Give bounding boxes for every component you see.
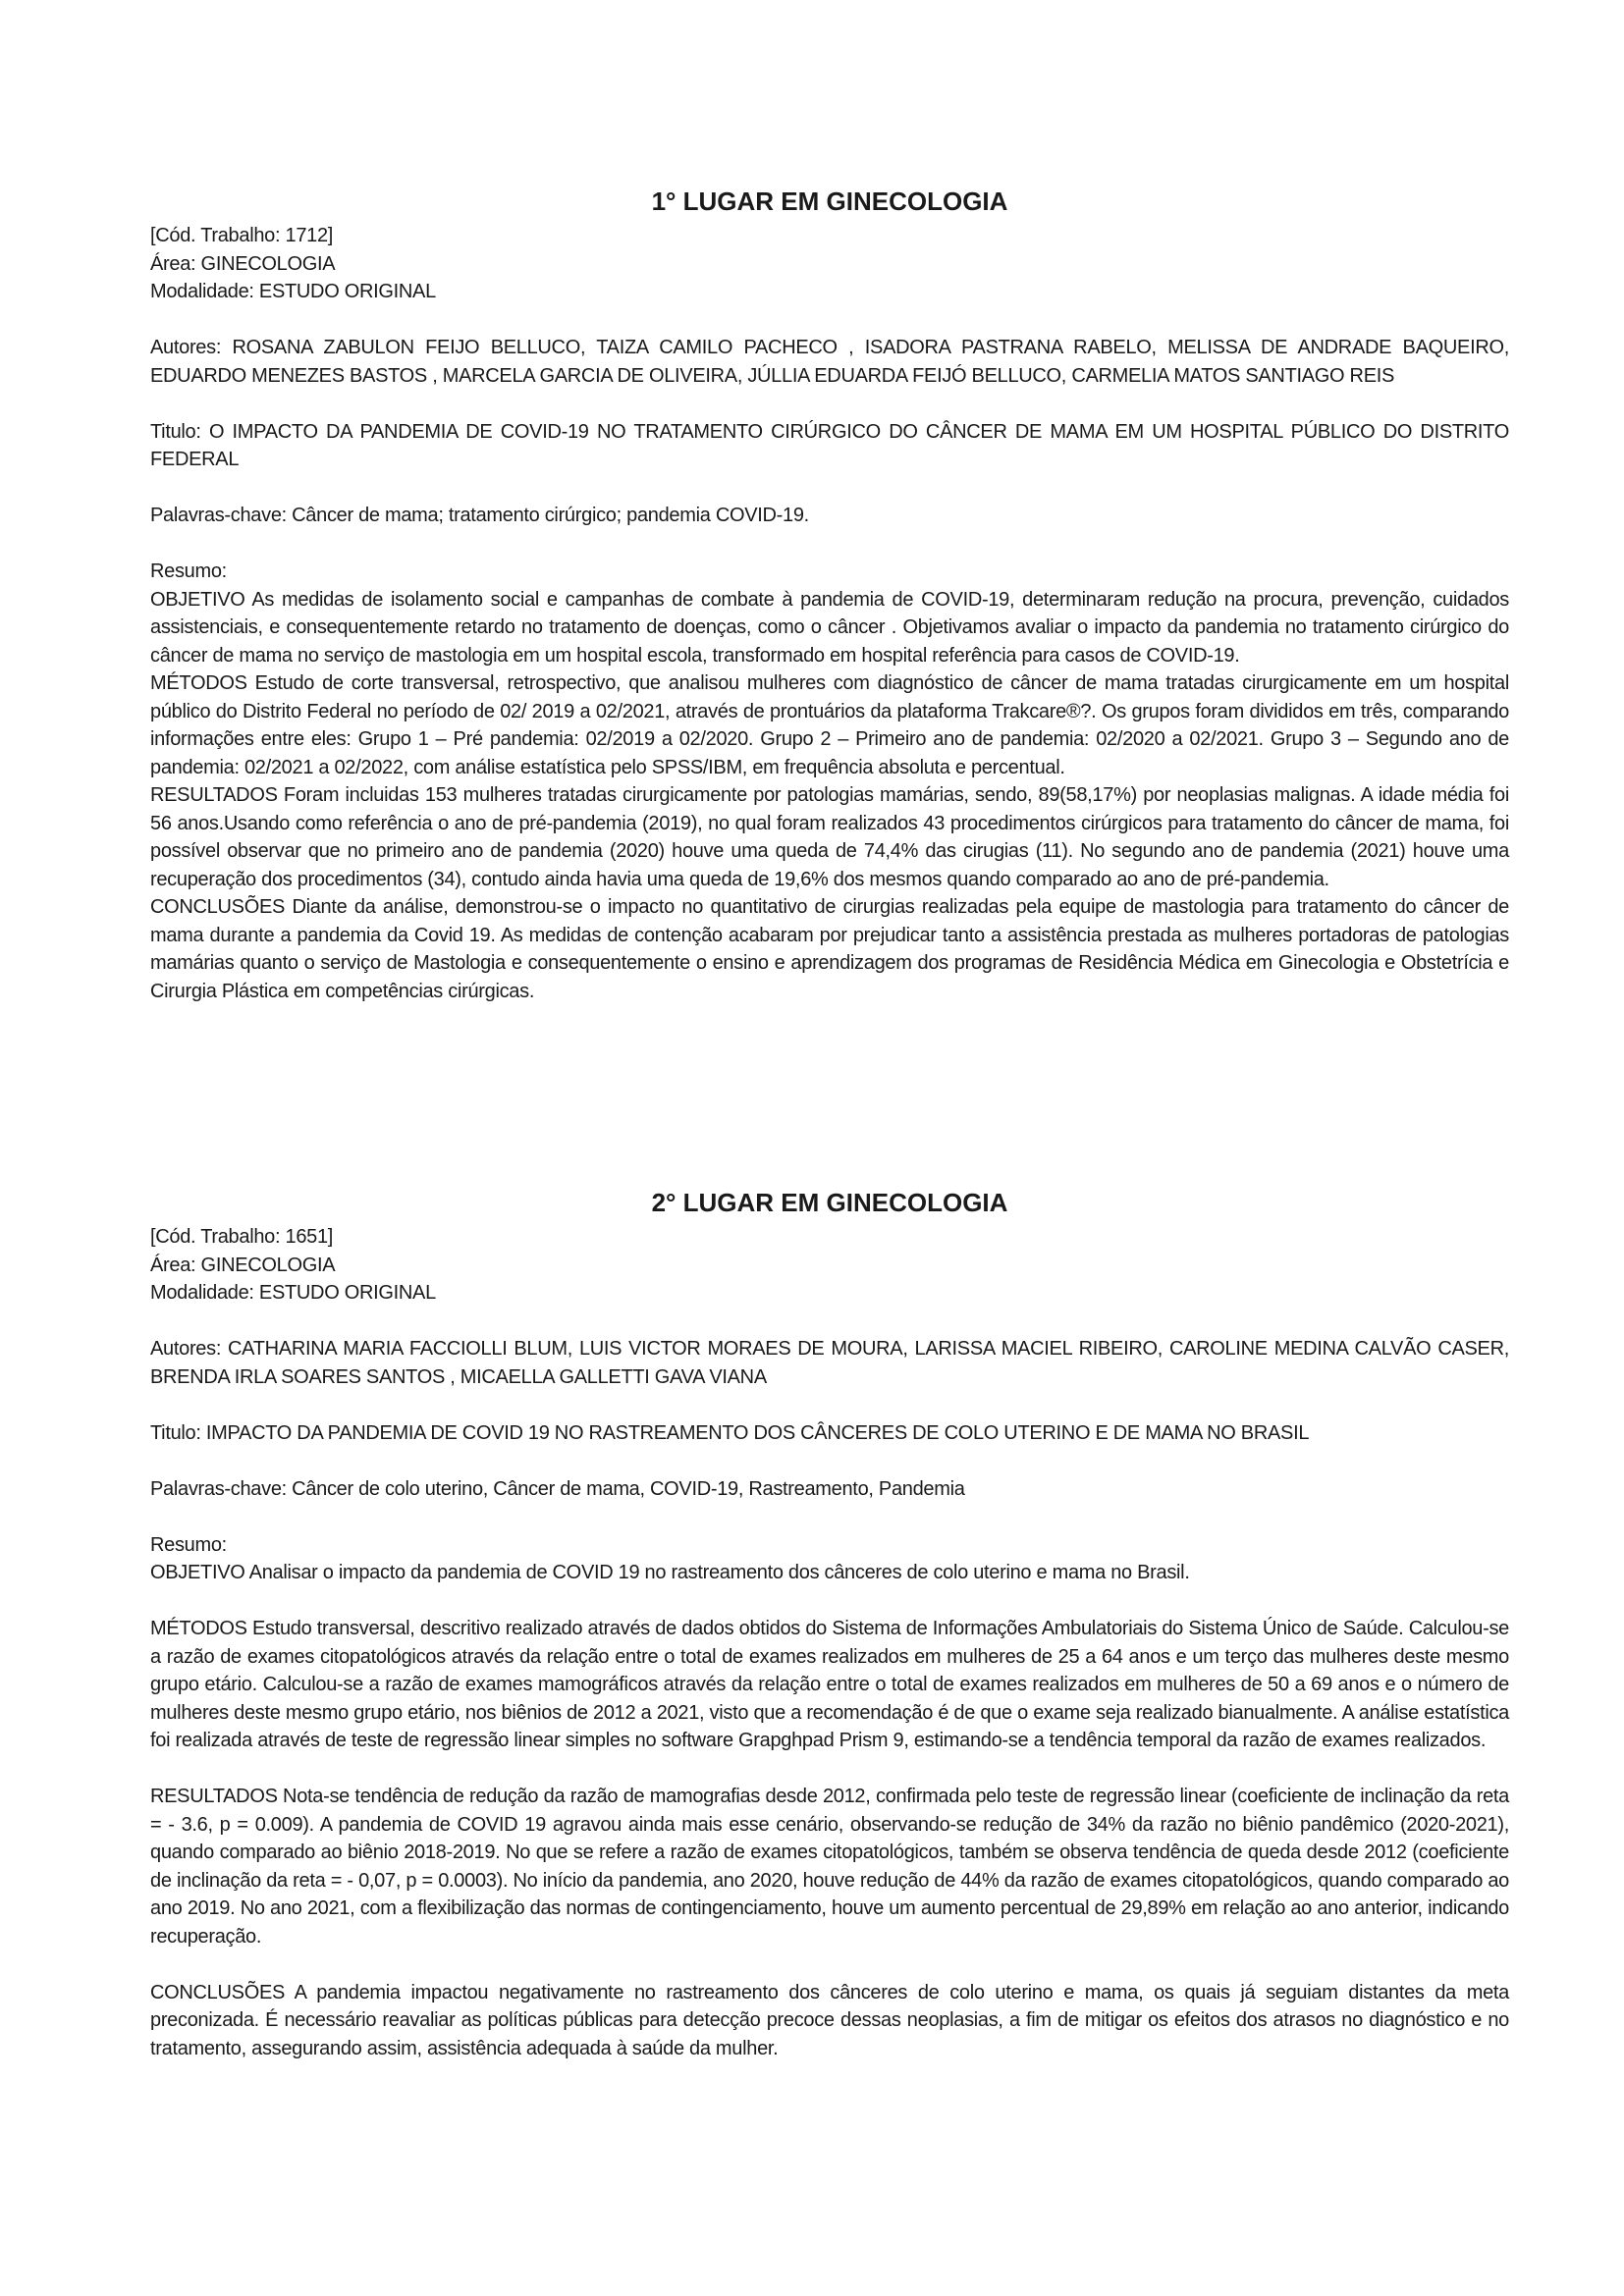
abstract-entry-1 (150, 187, 1509, 1005)
objective-paragraph: OBJETIVO Analisar o impacto da pandemia de COVID 19 no rastreamento dos cânceres de colo uterino e mama no Brasil. (150, 1562, 1190, 1583)
work-code: [Cód. Trabalho: 1651] (150, 1226, 334, 1248)
keywords-line: Palavras-chave: Câncer de mama; tratamento cirúrgico; pandemia COVID-19. (150, 505, 809, 526)
authors-line: Autores: CATHARINA MARIA FACCIOLLI BLUM, LUIS VICTOR MORAES DE MOURA, LARISSA MACIEL RIBEIRO, CAROLINE MEDINA CALVÃO CASER, BRENDA IRLA SOARES SANTOS , MICAELLA GALLETTI GAVA VIANA (150, 1338, 1509, 1388)
results-paragraph: RESULTADOS Foram incluidas 153 mulheres tratadas cirurgicamente por patologias mamárias, sendo, 89(58,17%) por neoplasias malignas. A idade média foi 56 anos.Usando como referência o ano de pré-pandemia (2019), no qual foram realizados 43 procedimentos cirúrgicos para tratamento do câncer de mama, foi possível observar que no primeiro ano de pandemia (2020) houve uma queda de 74,4% das cirugias (11). No segundo ano de pandemia (2021) houve uma recuperação dos procedimentos (34), contudo ainda havia uma queda de 19,6% dos mesmos quando comparado ao ano de pré-pandemia. (150, 784, 1509, 890)
section-heading: 2° LUGAR EM GINECOLOGIA (651, 1188, 1008, 1217)
results-paragraph: RESULTADOS Nota-se tendência de redução da razão de mamografias desde 2012, confirmada pelo teste de regressão linear (coeficiente de inclinação da reta = - 3.6, p = 0.009). A pandemia de COVID 19 agravou ainda mais esse cenário, observando-se redução de 34% da razão no biênio pandêmico (2020-2021), quando comparado ao biênio 2018-2019. No que se refere a razão de exames citopatológicos, também se observa tendência de queda desde 2012 (coeficiente de inclinação da reta = - 0,07, p = 0.0003). No início da pandemia, ano 2020, houve redução de 44% da razão de exames citopatológicos, quando comparado ao ano 2019. No ano 2021, com a flexibilização das normas de contingenciamento, houve um aumento percentual de 29,89% em relação ao ano anterior, indicando recuperação. (150, 1786, 1509, 1948)
methods-paragraph: MÉTODOS Estudo transversal, descritivo realizado através de dados obtidos do Sistema de Informações Ambulatoriais do Sistema Único de Saúde. Calculou-se a razão de exames citopatológicos através da relação entre o total de exames realizados em mulheres de 25 a 64 anos e um terço das mulheres deste mesmo grupo etário. Calculou-se a razão de exames mamográficos através da relação entre o total de exames realizados em mulheres de 50 a 69 anos e o número de mulheres deste mesmo grupo etário, nos biênios de 2012 a 2021, visto que a recomendação é de que o exame seja realizado bianualmente. A análise estatística foi realizada através de teste de regressão linear simples no software Grapghpad Prism 9, estimando-se a tendência temporal da razão de exames realizados. (150, 1618, 1509, 1751)
title-line: Titulo: O IMPACTO DA PANDEMIA DE COVID-19 NO TRATAMENTO CIRÚRGICO DO CÂNCER DE MAMA EM UM HOSPITAL PÚBLICO DO DISTRITO FEDERAL (150, 420, 1509, 470)
conclusions-paragraph: CONCLUSÕES Diante da análise, demonstrou-se o impacto no quantitativo de cirurgias realizadas pela equipe de mastologia para tratamento do câncer de mama durante a pandemia da Covid 19. As medidas de contenção acabaram por prejudicar tanto a assistência prestada as mulheres portadoras de patologias mamárias quanto o serviço de Mastologia e consequentemente o ensino e aprendizagem dos programas de Residência Médica em Ginecologia e Obstetrícia e Cirurgia Plástica em competências cirúrgicas. (150, 896, 1509, 1002)
authors-line: Autores: ROSANA ZABULON FEIJO BELLUCO, TAIZA CAMILO PACHECO , ISADORA PASTRANA RABELO, MELISSA DE ANDRADE BAQUEIRO, EDUARDO MENEZES BASTOS , MARCELA GARCIA DE OLIVEIRA, JÚLLIA EDUARDA FEIJÓ BELLUCO, CARMELIA MATOS SANTIAGO REIS (150, 337, 1509, 387)
modality-line: Modalidade: ESTUDO ORIGINAL (150, 1282, 436, 1304)
summary-label: Resumo: (150, 561, 227, 582)
methods-paragraph: MÉTODOS Estudo de corte transversal, retrospectivo, que analisou mulheres com diagnóstico de câncer de mama tratadas cirurgicamente em um hospital público do Distrito Federal no período de 02/ 2019 a 02/2021, através de prontuários da plataforma Trakcare®?. Os grupos foram divididos em três, comparando informações entre eles: Grupo 1 – Pré pandemia: 02/2019 a 02/2020. Grupo 2 – Primeiro ano de pandemia: 02/2020 a 02/2021. Grupo 3 – Segundo ano de pandemia: 02/2021 a 02/2022, com análise estatística pelo SPSS/IBM, em frequência absoluta e percentual. (150, 672, 1509, 778)
modality-line: Modalidade: ESTUDO ORIGINAL (150, 281, 436, 302)
objective-paragraph: OBJETIVO As medidas de isolamento social e campanhas de combate à pandemia de COVID-19, determinaram redução na procura, prevenção, cuidados assistenciais, e consequentemente retardo no tratamento de doenças, como o câncer . Objetivamos avaliar o impacto da pandemia no tratamento cirúrgico do câncer de mama no serviço de mastologia em um hospital escola, transformado em hospital referência para casos de COVID-19. (150, 588, 1509, 667)
area-line: Área: GINECOLOGIA (150, 252, 336, 275)
summary-label: Resumo: (150, 1533, 227, 1556)
section-heading: 1° LUGAR EM GINECOLOGIA (651, 187, 1008, 216)
title-line: Titulo: IMPACTO DA PANDEMIA DE COVID 19 NO RASTREAMENTO DOS CÂNCERES DE COLO UTERINO E DE MAMA NO BRASIL (150, 1421, 1310, 1444)
abstract-entry-2 (150, 1188, 1509, 2062)
area-line: Área: GINECOLOGIA (150, 1254, 336, 1276)
keywords-line: Palavras-chave: Câncer de colo uterino, Câncer de mama, COVID-19, Rastreamento, Pandemia (150, 1477, 965, 1500)
work-code: [Cód. Trabalho: 1712] (150, 225, 334, 246)
conclusions-paragraph: CONCLUSÕES A pandemia impactou negativamente no rastreamento dos cânceres de colo uterino e mama, os quais já seguiam distantes da meta preconizada. É necessário reavaliar as políticas públicas para detecção precoce dessas neoplasias, a fim de mitigar os efeitos dos atrasos no diagnóstico e no tratamento, assegurando assim, assistência adequada à saúde da mulher. (150, 1981, 1509, 2059)
